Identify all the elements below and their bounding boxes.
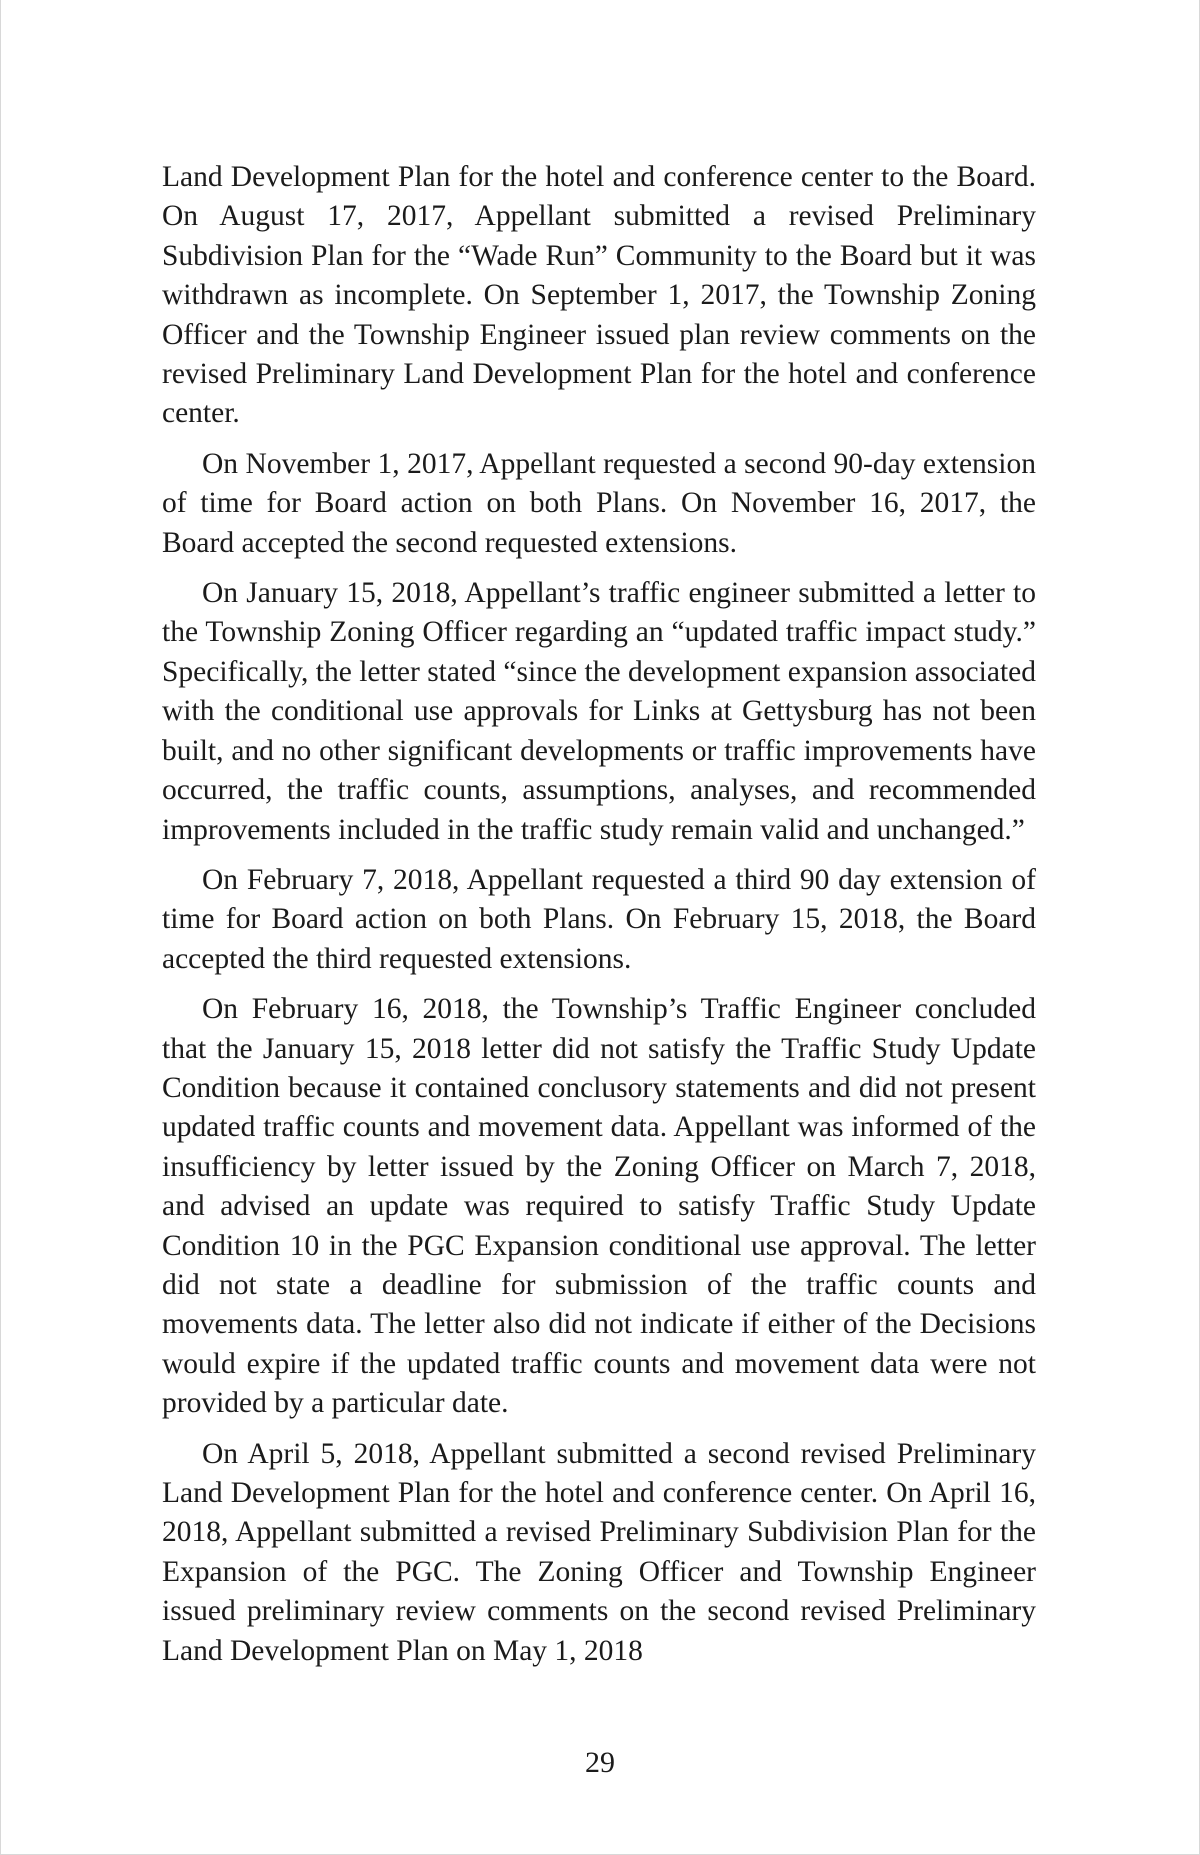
paragraph: On February 7, 2018, Appellant requested a third 90 day extension of time for Board action on both Plans. On February 15, 2018, the Board accepted the third requested extensions. [162, 863, 1036, 975]
page-number: 29 [585, 1746, 615, 1779]
paragraph: On January 15, 2018, Appellant’s traffic engineer submitted a letter to the Township Zoning Officer regarding an “updated traffic impact study.” Specifically, the letter stated “since the development expansion associated with the conditional use approvals for Links at Gettysburg has not been built, and no other significant developments or traffic improvements have occurred, the traffic counts, assumptions, analyses, and recommended improvements included in the traffic study remain valid and unchanged.” [162, 577, 1036, 846]
paragraph: On February 16, 2018, the Township’s Traffic Engineer concluded that the January 15, 2018 letter did not satisfy the Traffic Study Update Condition because it contained conclusory statements and did not present updated traffic counts and movement data. Appellant was informed of the insufficiency by letter issued by the Zoning Officer on March 7, 2018, and advised an update was required to satisfy Traffic Study Update Condition 10 in the PGC Expansion conditional use approval. The letter did not state a deadline for submission of the traffic counts and movements data. The letter also did not indicate if either of the Decisions would expire if the updated traffic counts and movement data were not provided by a particular date. [162, 993, 1036, 1420]
paragraph: On April 5, 2018, Appellant submitted a second revised Preliminary Land Development Plan for the hotel and conference center. On April 16, 2018, Appellant submitted a revised Preliminary Subdivision Plan for the Expansion of the PGC. The Zoning Officer and Township Engineer issued preliminary review comments on the second revised Preliminary Land Development Plan on May 1, 2018 [162, 1437, 1036, 1667]
body-text [162, 158, 1036, 1682]
paragraph: On November 1, 2017, Appellant requested a second 90-day extension of time for Board action on both Plans. On November 16, 2017, the Board accepted the second requested extensions. [162, 447, 1036, 559]
paragraph-continued: Land Development Plan for the hotel and conference center to the Board. On August 17, 2017, Appellant submitted a revised Preliminary Subdivision Plan for the “Wade Run” Community to the Board but it was withdrawn as incomplete. On September 1, 2017, the Township Zoning Officer and the Township Engineer issued plan review comments on the revised Preliminary Land Development Plan for the hotel and conference center. [162, 161, 1036, 430]
